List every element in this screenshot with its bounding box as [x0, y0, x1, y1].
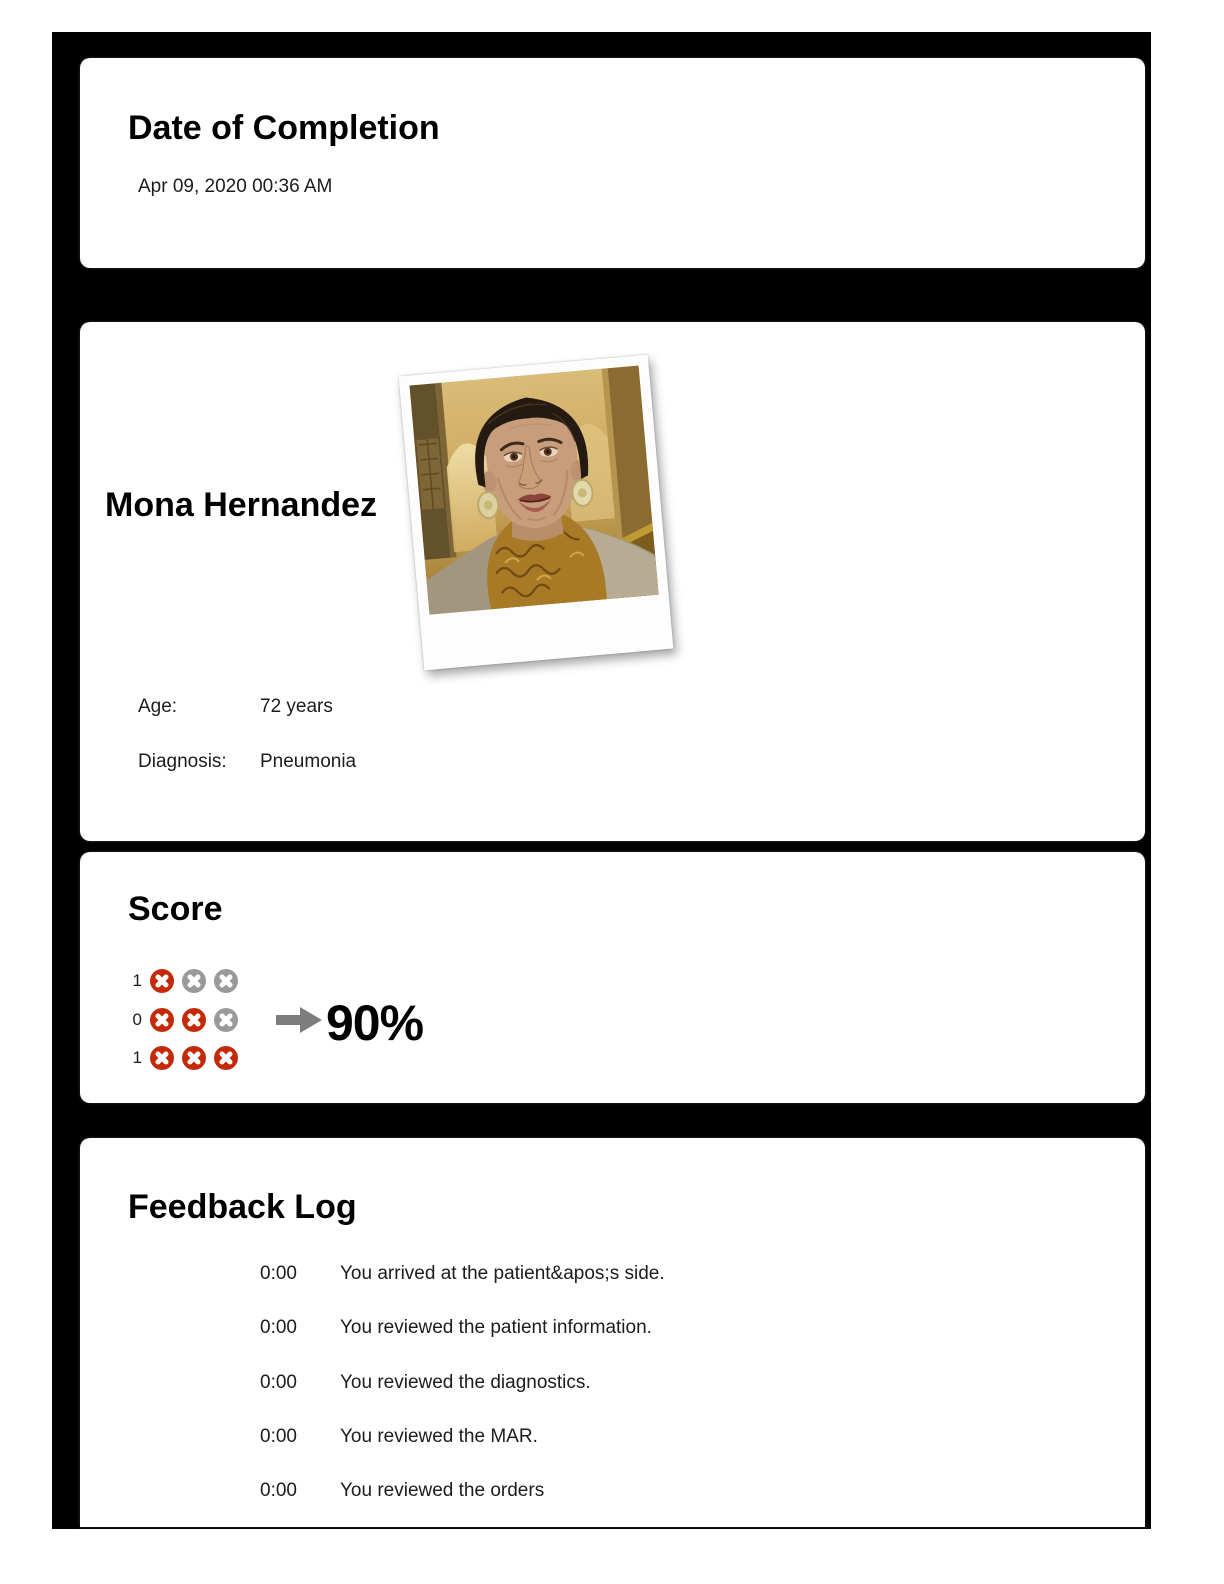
score-row-label: 1 — [132, 1048, 142, 1067]
feedback-log-title: Feedback Log — [128, 1188, 357, 1226]
feedback-log-entry — [80, 1372, 1145, 1396]
feedback-log-list — [80, 1138, 1145, 1527]
patient-name: Mona Hernandez — [105, 486, 378, 524]
feedback-log-card — [80, 1138, 1145, 1527]
x-circle-icon — [214, 1046, 238, 1070]
feedback-entry-text: You reviewed the MAR. — [340, 1425, 538, 1447]
patient-card — [80, 322, 1145, 841]
feedback-entry-time: 0:00 — [260, 1425, 297, 1447]
feedback-entry-text: You arrived at the patient&apos;s side. — [340, 1263, 665, 1284]
feedback-log-entry — [80, 1426, 1145, 1450]
feedback-entry-text: You reviewed the orders — [340, 1480, 545, 1501]
diagnosis-label: Diagnosis: — [138, 751, 227, 772]
x-circle-icon — [150, 1008, 174, 1032]
x-circle-icon — [182, 969, 206, 993]
report-frame — [52, 32, 1151, 1529]
x-circle-icon — [150, 1046, 174, 1070]
score-percentage: 90% — [326, 995, 424, 1051]
feedback-entry-time: 0:00 — [260, 1317, 297, 1339]
feedback-log-entry — [80, 1263, 1145, 1287]
score-card — [80, 852, 1145, 1103]
right-arrow-icon — [276, 1005, 322, 1035]
age-label: Age: — [138, 696, 178, 717]
feedback-log-entry — [80, 1480, 1145, 1504]
score-card-title: Score — [128, 890, 223, 928]
score-row — [80, 969, 480, 993]
feedback-entry-time: 0:00 — [260, 1480, 297, 1501]
feedback-entry-text: You reviewed the diagnostics. — [340, 1371, 591, 1393]
feedback-log-entry — [80, 1317, 1145, 1341]
x-circle-icon — [214, 969, 238, 993]
patient-portrait-illustration — [409, 366, 658, 615]
patient-portrait-image — [409, 366, 658, 615]
x-circle-icon — [182, 1008, 206, 1032]
completion-date-value: Apr 09, 2020 00:36 AM — [138, 176, 333, 197]
x-circle-icon — [182, 1046, 206, 1070]
feedback-entry-time: 0:00 — [260, 1263, 297, 1284]
date-of-completion-card — [80, 58, 1145, 268]
feedback-entry-text: You reviewed the patient information. — [340, 1317, 652, 1339]
x-circle-icon — [214, 1008, 238, 1032]
score-row-label: 1 — [132, 971, 142, 990]
x-circle-icon — [150, 969, 174, 993]
patient-photo — [399, 355, 674, 671]
age-value: 72 years — [260, 696, 333, 717]
feedback-entry-time: 0:00 — [260, 1371, 297, 1393]
diagnosis-value: Pneumonia — [260, 751, 357, 772]
date-card-title: Date of Completion — [128, 109, 440, 147]
score-row-label: 0 — [132, 1010, 142, 1029]
